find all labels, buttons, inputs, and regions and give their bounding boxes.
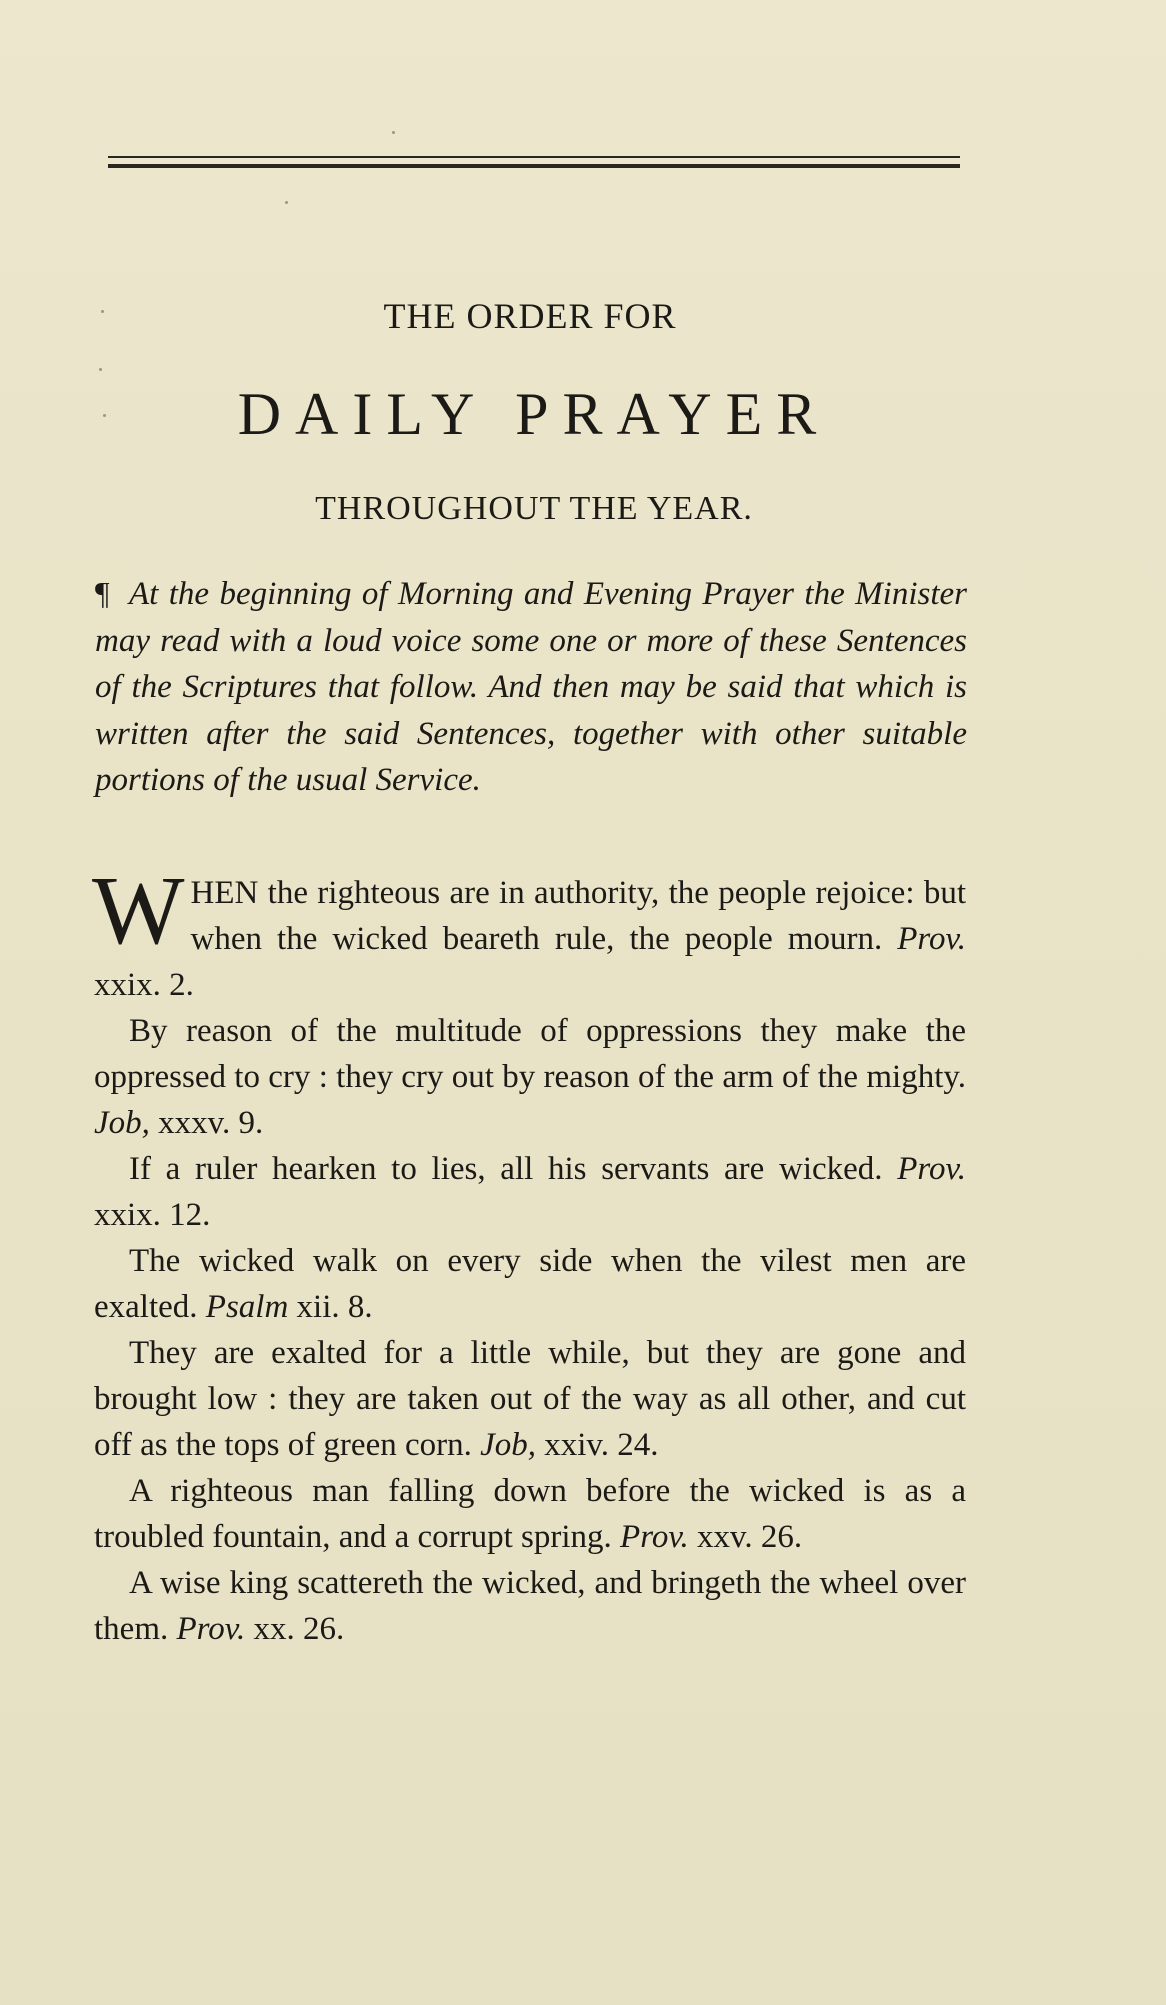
sentence-text: the righteous are in authority, the people rejoice: but when the wicked beareth rule, the people mourn. — [190, 875, 966, 957]
scripture-sentence — [94, 1560, 966, 1652]
sentence-text: The wicked walk on every side when the vilest men are exalted. — [94, 1243, 966, 1325]
drop-cap-continuation: HEN — [190, 875, 259, 911]
reference-chapter-verse: xii. 8. — [288, 1289, 373, 1325]
reference-chapter-verse: xxix. 2. — [94, 967, 194, 1003]
reference-book: Prov. — [897, 921, 966, 957]
reference-book: Job, — [94, 1105, 150, 1141]
paper-speck — [285, 201, 288, 204]
header-double-rule — [108, 156, 960, 172]
reference-chapter-verse: xxiv. 24. — [536, 1427, 659, 1463]
scripture-sentence — [94, 1146, 966, 1238]
header-rule-thin — [108, 156, 960, 158]
heading-order-line: THE ORDER FOR — [383, 296, 677, 336]
reference-chapter-verse: xxix. 12. — [94, 1197, 211, 1233]
reference-book: Prov. — [176, 1611, 246, 1647]
scripture-sentences — [92, 857, 966, 1652]
scripture-sentence — [94, 1468, 966, 1560]
reference-chapter-verse: xxxv. 9. — [149, 1105, 264, 1141]
pilcrow-mark: ¶ — [95, 575, 110, 611]
scripture-sentence — [94, 1008, 966, 1146]
scripture-sentence — [94, 1238, 966, 1330]
sentence-text: A wise king scattereth the wicked, and bringeth the wheel over them. — [94, 1565, 966, 1647]
reference-book: Prov. — [620, 1519, 689, 1555]
rubric-paragraph — [95, 570, 967, 804]
scripture-sentence — [94, 1330, 966, 1468]
reference-book: Job, — [480, 1427, 537, 1463]
heading-subtitle: THROUGHOUT THE YEAR. — [315, 490, 753, 527]
reference-book: Psalm — [205, 1289, 289, 1325]
sentence-text: By reason of the multitude of oppressions they make the oppressed to cry : they cry out by reason of the arm of the mighty. — [94, 1013, 966, 1095]
paper-speck — [99, 368, 102, 371]
sentence-text: If a ruler hearken to lies, all his servants are wicked. — [129, 1151, 898, 1187]
reference-chapter-verse: xxv. 26. — [688, 1519, 803, 1555]
page-title: DAILY PRAYER — [237, 381, 831, 447]
sentence-text: They are exalted for a little while, but they are gone and brought low : they are taken out of the way as all other, and cut off as the tops of green corn. — [94, 1335, 966, 1463]
scripture-sentence — [92, 857, 966, 1008]
header-rule-thick — [108, 164, 960, 168]
rubric-text: At the beginning of Morning and Evening Prayer the Minister may read with a loud voice some one or more of these Sentences of the Scriptures that follow. And then may be said that which is written after the said Sentences, together with other suitable portions of the usual Service. — [95, 576, 967, 798]
reference-book: Prov. — [897, 1151, 966, 1187]
paper-speck — [392, 131, 395, 134]
sentence-text: A righteous man falling down before the wicked is as a troubled fountain, and a corrupt spring. — [94, 1473, 966, 1555]
reference-chapter-verse: xx. 26. — [245, 1611, 345, 1647]
drop-cap: W — [92, 857, 185, 965]
